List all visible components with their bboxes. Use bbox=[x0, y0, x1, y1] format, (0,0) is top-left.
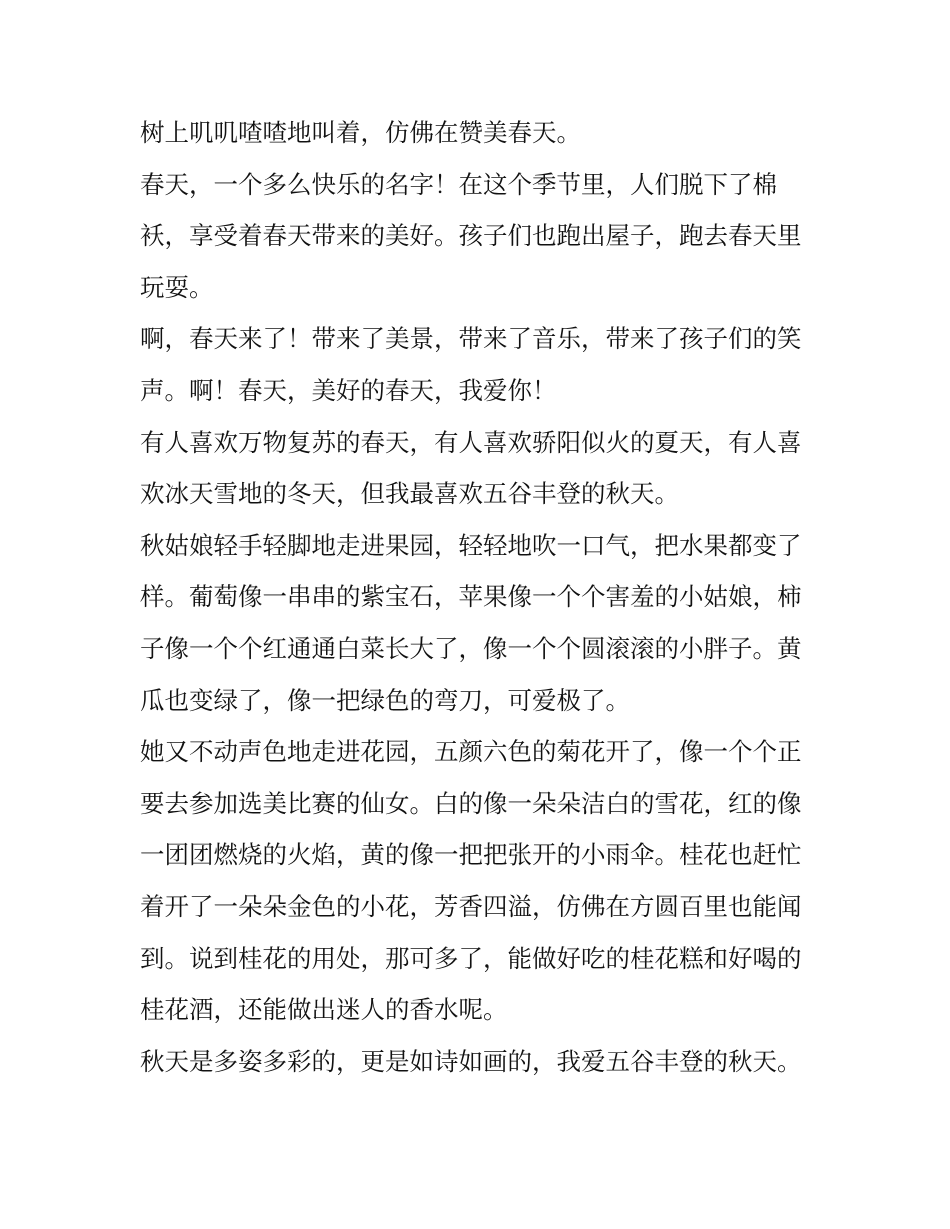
text-line: 树上叽叽喳喳地叫着，仿佛在赞美春天。 bbox=[140, 118, 581, 147]
text-line: 样。葡萄像一串串的紫宝石，苹果像一个个害羞的小姑娘，柿 bbox=[140, 582, 802, 612]
text-line: 子像一个个红通通白菜长大了，像一个个圆滚滚的小胖子。黄 bbox=[140, 633, 802, 663]
text-line: 袄，享受着春天带来的美好。孩子们也跑出屋子，跑去春天里 bbox=[140, 221, 802, 251]
text-line: 声。啊！春天，美好的春天，我爱你！ bbox=[140, 375, 557, 405]
text-line: 啊，春天来了！带来了美景，带来了音乐，带来了孩子们的笑 bbox=[140, 324, 802, 354]
paragraph-2 bbox=[140, 159, 820, 314]
text-line: 一团团燃烧的火焰，黄的像一把把张开的小雨伞。桂花也赶忙 bbox=[140, 840, 802, 870]
text-line: 玩耍。 bbox=[140, 272, 214, 302]
text-line: 到。说到桂花的用处，那可多了，能做好吃的桂花糕和好喝的 bbox=[140, 943, 802, 973]
text-line: 要去参加选美比赛的仙女。白的像一朵朵洁白的雪花，红的像 bbox=[140, 788, 802, 818]
text-line: 着开了一朵朵金色的小花，芳香四溢，仿佛在方圆百里也能闻 bbox=[140, 891, 802, 921]
paragraph-5 bbox=[140, 520, 820, 726]
text-line: 瓜也变绿了，像一把绿色的弯刀，可爱极了。 bbox=[140, 685, 630, 715]
paragraph-6 bbox=[140, 726, 820, 1036]
text-line: 秋姑娘轻手轻脚地走进果园，轻轻地吹一口气，把水果都变了 bbox=[140, 530, 802, 560]
text-line: 春天，一个多么快乐的名字！在这个季节里，人们脱下了棉 bbox=[140, 169, 777, 199]
paragraph-1 bbox=[140, 107, 820, 159]
paragraph-4 bbox=[140, 417, 820, 520]
paragraph-7 bbox=[140, 1036, 820, 1088]
text-line: 欢冰天雪地的冬天，但我最喜欢五谷丰登的秋天。 bbox=[140, 479, 679, 509]
paragraph-3 bbox=[140, 313, 820, 416]
text-line: 秋天是多姿多彩的，更是如诗如画的，我爱五谷丰登的秋天。 bbox=[140, 1046, 802, 1076]
text-line: 有人喜欢万物复苏的春天，有人喜欢骄阳似火的夏天，有人喜 bbox=[140, 427, 802, 457]
text-line: 桂花酒，还能做出迷人的香水呢。 bbox=[140, 995, 508, 1025]
text-line: 她又不动声色地走进花园，五颜六色的菊花开了，像一个个正 bbox=[140, 737, 802, 767]
